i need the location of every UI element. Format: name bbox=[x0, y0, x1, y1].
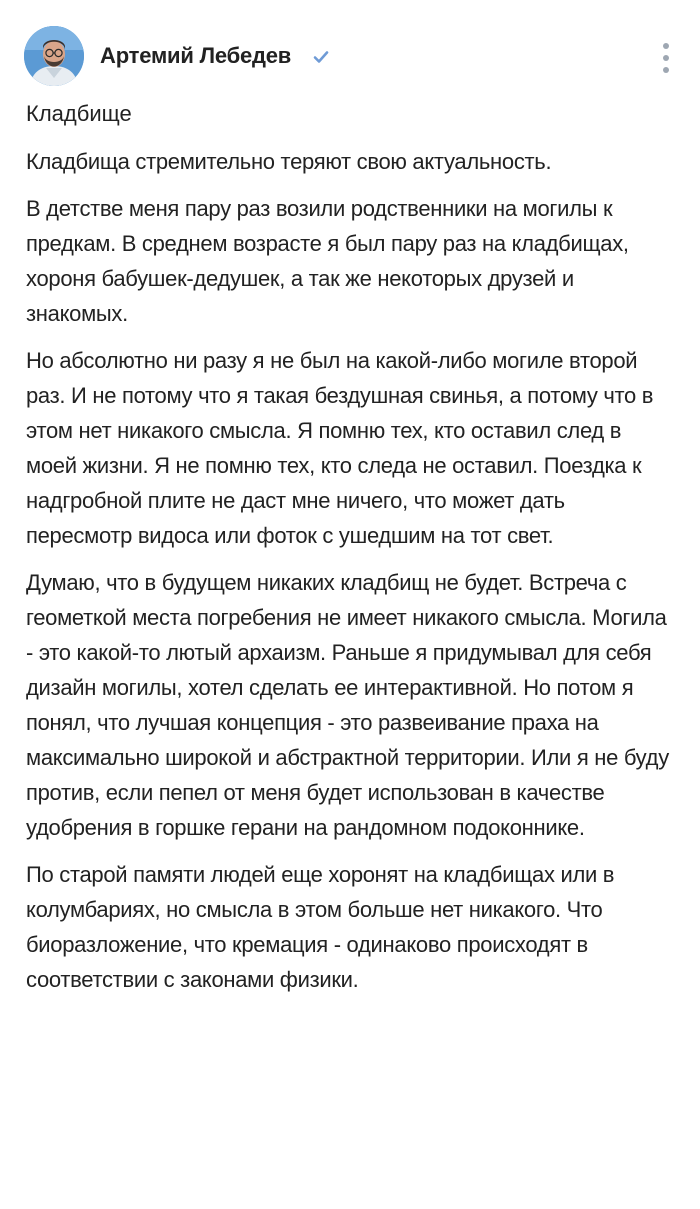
verified-check-icon bbox=[312, 48, 330, 66]
menu-dot bbox=[663, 67, 669, 73]
post-header bbox=[24, 26, 680, 86]
post-paragraph-5: По старой памяти людей еще хоронят на кладбищах или в колумбариях, но смысла в этом больше нет никакого. Что биоразложение, что кремация - одинаково происходят в соответствии с законами физики. bbox=[26, 862, 615, 992]
avatar-image bbox=[24, 26, 84, 86]
avatar[interactable] bbox=[24, 26, 84, 86]
menu-dot bbox=[663, 55, 669, 61]
author-name[interactable]: Артемий Лебедев bbox=[100, 43, 292, 68]
more-vertical-icon[interactable] bbox=[652, 38, 680, 78]
post-paragraph-3: Но абсолютно ни разу я не был на какой-либо могиле второй раз. И не потому что я такая бездушная свинья, а потому что в этом нет никакого смысла. Я помню тех, кто оставил след в моей жизни. Я не помню тех, кто следа не оставил. Поездка к надгробной плите не даст мне ничего, что может дать пересмотр видоса или фоток с ушедшим на тот свет. bbox=[26, 348, 654, 548]
post-paragraph-1: Кладбища стремительно теряют свою актуальность. bbox=[26, 149, 552, 174]
post-paragraph-4: Думаю, что в будущем никаких кладбищ не будет. Встреча с геометкой места погребения не имеет никакого смысла. Могила - это какой-то лютый архаизм. Раньше я придумывал для себя дизайн могилы, хотел сделать ее интерактивной. Но потом я понял, что лучшая концепция - это развеивание праха на максимально широкой и абстрактной территории. Или я не буду против, если пепел от меня будет использован в качестве удобрения в горшке герани на рандомном подоконнике. bbox=[26, 570, 669, 840]
menu-dot bbox=[663, 43, 669, 49]
post-paragraph-2: В детстве меня пару раз возили родственники на могилы к предкам. В среднем возрасте я был пару раз на кладбищах, хороня бабушек-дедушек, а так же некоторых друзей и знакомых. bbox=[26, 196, 629, 326]
post-title: Кладбище bbox=[26, 101, 132, 126]
post-text bbox=[26, 96, 672, 1009]
